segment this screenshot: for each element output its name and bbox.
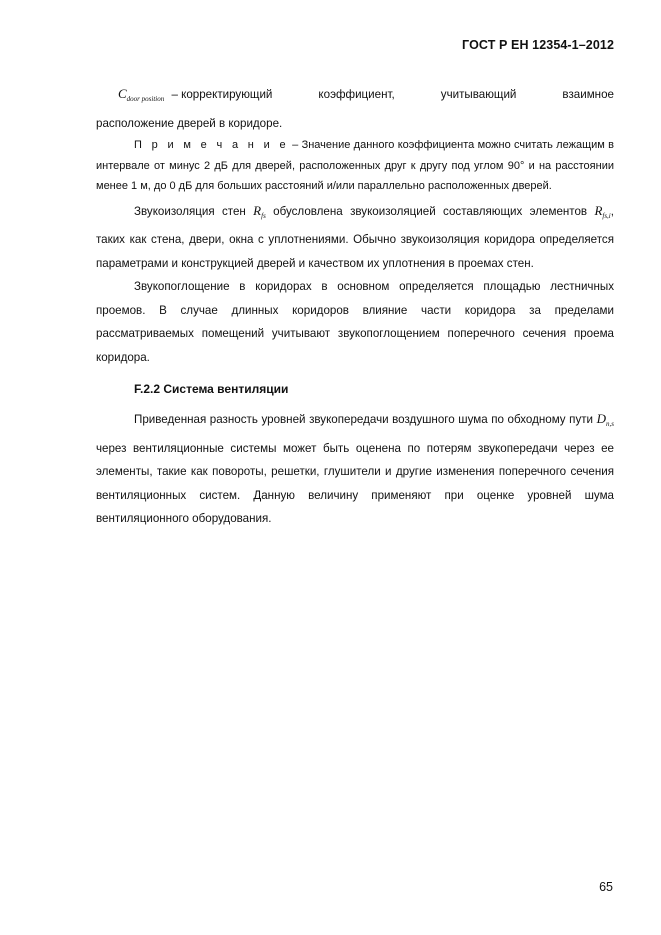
paragraph-ventilation (96, 407, 614, 531)
symbol-r2-subscript: fs,i (602, 211, 611, 220)
para3-text-2: через вентиляционные системы может быть оценена по потерям звукопередачи через ее элементы, такие как повороты, решетки, глушители и другие изменения поперечного сечения вентиляционных систем. Данную величину применяют при оценке уровней шума вентиляционного оборудования. (96, 441, 614, 525)
definition-word-2: коэффициент, (318, 88, 395, 101)
symbol-d-ns (597, 411, 614, 426)
para1-text-3: , таких как стена, двери, окна с уплотнениями. Обычно звукоизоляция коридора определяется параметрами и конструкцией дверей и качеством их уплотнения в проемах стен. (96, 204, 614, 270)
symbol-c-subscript: door position (126, 95, 165, 103)
symbol-r2-letter: R (594, 202, 603, 218)
symbol-r-fs (253, 203, 266, 218)
symbol-d-letter: D (596, 411, 607, 426)
page-number: 65 (599, 880, 613, 894)
paragraph-sound-absorption: Звукопоглощение в коридорах в основном определяется площадью лестничных проемов. В случае длинных коридоров влияние части коридора за пределами рассматриваемых помещений учитывают звукопоглощением поперечного сечения проема коридора. (96, 280, 614, 364)
definition-symbol (118, 82, 272, 112)
page-content (96, 82, 614, 531)
definition-word-3: учитывающий (440, 88, 517, 101)
definition-word-4: взаимное (562, 88, 614, 101)
definition-continuation: расположение дверей в коридоре. (96, 116, 283, 130)
symbol-r-letter: R (253, 202, 262, 218)
para1-text-1: Звукоизоляция стен (134, 204, 254, 218)
symbol-c (118, 86, 164, 101)
symbol-r-subscript: fs (261, 211, 266, 220)
note-text: – Значение данного коэффициента можно считать лежащим в интервале от минус 2 дБ для дверей, расположенных друг к другу под углом 90° и на расстоянии менее 1 м, до 0 дБ для больших расстояний и/или параллельно расположенных дверей. (96, 139, 615, 192)
symbol-r-fsi (594, 203, 610, 218)
note-label: П р и м е ч а н и е (134, 139, 289, 151)
paragraph-wall-insulation (96, 199, 614, 276)
symbol-c-letter: C (118, 86, 127, 101)
note-paragraph (96, 135, 614, 197)
section-heading: F.2.2 Система вентиляции (134, 382, 289, 396)
symbol-d-subscript: n,s (606, 420, 614, 428)
definition-word-1: – корректирующий (171, 88, 273, 101)
definition-line (96, 82, 614, 112)
para1-text-2: обусловлена звукоизоляцией составляющих элементов (265, 204, 595, 218)
para3-text-1: Приведенная разность уровней звукопередачи воздушного шума по обходному пути (134, 413, 597, 426)
standard-header: ГОСТ Р ЕН 12354-1–2012 (462, 38, 614, 52)
